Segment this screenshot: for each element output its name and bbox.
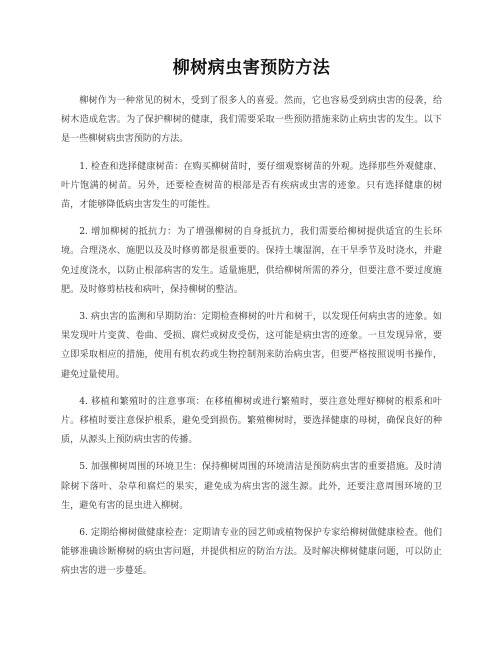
document-title: 柳树病虫害预防方法: [172, 58, 331, 78]
section-1-paragraph: 1. 检查和选择健康树苗：在购买柳树苗时，要仔细观察树苗的外观。选择那些外观健康、叶片饱满的树苗。另外，还要检查树苗的根部是否有疾病或虫害的迹象。只有选择健康的树苗，才能够降低病虫害发生的可能性。: [61, 161, 442, 211]
section-4-paragraph: 4. 移植和繁殖时的注意事项：在移植柳树或进行繁殖时，要注意处理好柳树的根系和叶片。移植时要注意保护根系，避免受到损伤。繁殖柳树时，要选择健康的母树，确保良好的种质，从源头上预防病虫害的传播。: [61, 396, 442, 446]
section-3-paragraph: 3. 病虫害的监测和早期防治：定期检查柳树的叶片和树干，以发现任何病虫害的迹象。如果发现叶片变黄、卷曲、受损、腐烂或树皮受伤，这可能是病虫害的迹象。一旦发现异常，要立即采取相应的措施，使用有机农药或生物控制剂来防治病虫害，但要严格按照说明书操作，避免过量使用。: [61, 312, 442, 380]
intro-paragraph: 柳树作为一种常见的树木，受到了很多人的喜爱。然而，它也容易受到病虫害的侵袭，给树木造成危害。为了保护柳树的健康，我们需要采取一些预防措施来防止病虫害的发生。以下是一些柳树病虫害预防的方法。: [61, 96, 442, 145]
section-6-paragraph: 6. 定期给柳树做健康检查：定期请专业的园艺师或植物保护专家给柳树做健康检查。他们能够准确诊断柳树的病虫害问题，并提供相应的防治方法。及时解决柳树健康问题，可以防止病虫害的进一步蔓延。: [61, 528, 442, 577]
section-5-paragraph: 5. 加强柳树周围的环境卫生：保持柳树周围的环境清洁是预防病虫害的重要措施。及时清除树下落叶、杂草和腐烂的果实，避免成为病虫害的滋生源。此外，还要注意周围环境的卫生，避免有害的昆虫进入柳树。: [61, 462, 442, 511]
section-2-paragraph: 2. 增加柳树的抵抗力：为了增强柳树的自身抵抗力，我们需要给柳树提供适宜的生长环境。合理浇水、施肥以及及时修剪都是很重要的。保持土壤湿润，在干旱季节及时浇水，并避免过度浇水，以防止根部病害的发生。适量施肥，供给柳树所需的养分，但要注意不要过度施肥。及时修剪枯枝和病叶，保持柳树的整洁。: [61, 227, 442, 295]
